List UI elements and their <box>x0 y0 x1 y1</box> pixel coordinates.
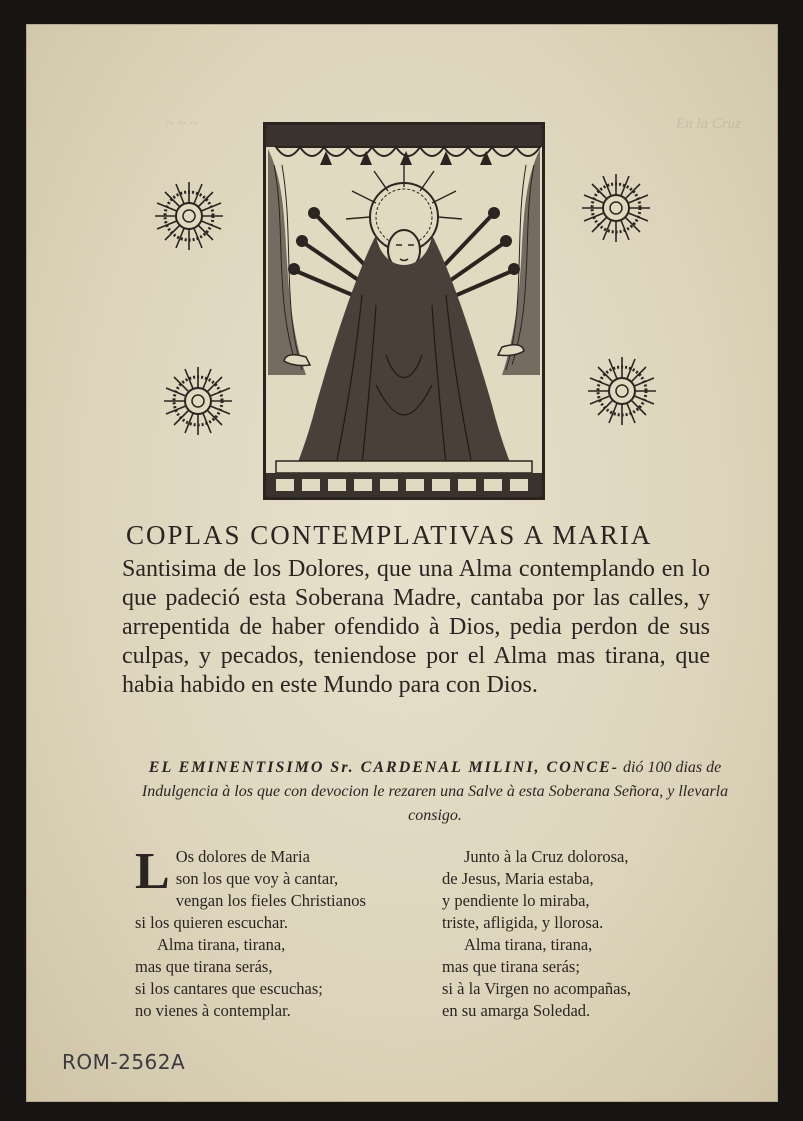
sunburst-ornament-icon <box>162 365 234 437</box>
woodcut-virgin-of-sorrows <box>263 122 545 500</box>
verse-column-left <box>135 843 435 1022</box>
verse-line: si los quieren escuchar. <box>135 913 289 932</box>
verse-line: en su amarga Soledad. <box>442 1001 591 1020</box>
verse-line: si los cantares que escuchas; <box>135 979 323 998</box>
sunburst-ornament-icon <box>153 180 225 252</box>
indulgence-lead: EL EMINENTISIMO Sr. CARDENAL MILINI, CONCE- <box>148 759 620 776</box>
sunburst-ornament-icon <box>580 172 652 244</box>
verse-line: no vienes à contemplar. <box>135 1001 291 1020</box>
verse-line: Alma tirana, tirana, <box>157 935 286 954</box>
drop-cap: L <box>135 843 170 900</box>
indulgence-notice <box>130 756 740 828</box>
show-through-text: En la Cruz <box>676 116 742 132</box>
verse-line: y pendiente lo miraba, <box>442 891 590 910</box>
verse-line: vengan los fieles Christianos <box>175 891 366 910</box>
verse-line: si à la Virgen no acompañas, <box>442 979 632 998</box>
verse-line: Os dolores de Maria <box>175 847 310 866</box>
virgin-of-sorrows-illustration-icon <box>266 125 542 497</box>
verse-column-right <box>442 846 702 1022</box>
sunburst-ornament-icon <box>586 355 658 427</box>
verse-line: Junto à la Cruz dolorosa, <box>464 847 629 866</box>
verse-line: mas que tirana serás, <box>135 957 273 976</box>
indulgence-body: dió 100 dias de Indulgencia à los que con devocion le rezaren una Salve à esta Soberana Señora, y llevarla consigo. <box>141 759 729 824</box>
call-number: ROM-2562A <box>62 1050 186 1074</box>
verse-line: son los que voy à cantar, <box>175 869 339 888</box>
verse-line: de Jesus, Maria estaba, <box>442 869 594 888</box>
page-title: COPLAS CONTEMPLATIVAS A MARIA <box>126 520 653 550</box>
show-through-text: ~ ~ ~ <box>166 116 198 132</box>
verse-line: Alma tirana, tirana, <box>464 935 593 954</box>
title-block <box>122 520 722 700</box>
title-description: Santisima de los Dolores, que una Alma contemplando en lo que padeció esta Soberana Madre, cantaba por las calles, y arrepentida de haber ofendido à Dios, pedia perdon de sus culpas, y pecados, teniendose por el Alma mas tirana, que habia habido en este Mundo para con Dios. <box>122 556 710 698</box>
verse-line: mas que tirana serás; <box>442 957 580 976</box>
verse-line: triste, afligida, y llorosa. <box>442 913 604 932</box>
